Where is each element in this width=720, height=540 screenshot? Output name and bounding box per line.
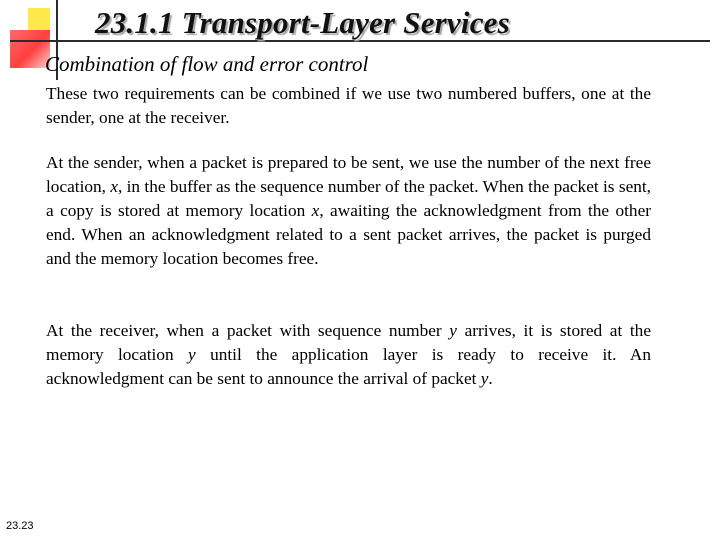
paragraph-text: . xyxy=(488,369,493,388)
paragraph-receiver xyxy=(46,319,651,391)
decorative-yellow-square xyxy=(28,8,50,30)
variable-x: x xyxy=(311,201,320,220)
decorative-red-square xyxy=(10,30,50,68)
paragraph-text: , in the buffer as the sequence number of the packet. When the packet is sent, a copy is stored at memory location xyxy=(46,177,651,220)
paragraph-text: arrives, it is stored at the memory location xyxy=(46,321,651,364)
paragraph-buffers: These two requirements can be combined if we use two numbered buffers, one at the sender, one at the receiver. xyxy=(46,84,651,127)
variable-y: y xyxy=(188,345,196,364)
paragraph-sender xyxy=(46,151,651,271)
slide-number: 23.23 xyxy=(6,520,34,532)
variable-x: x xyxy=(110,177,118,196)
slide-subheading: Combination of flow and error control xyxy=(45,52,369,76)
paragraph-text: At the sender, when a packet is prepared to be sent, we use the number of the next free location, xyxy=(46,153,651,196)
paragraph-text: until the application layer is ready to receive it. An acknowledgment can be sent to announce the arrival of packet xyxy=(46,345,651,388)
variable-y: y xyxy=(449,321,457,340)
variable-y: y xyxy=(480,369,489,388)
slide-title: 23.1.1 Transport-Layer Services xyxy=(95,5,510,40)
paragraph-text: , awaiting the acknowledgment from the other end. When an acknowledgment related to a sent packet arrives, the packet is purged and the memory location becomes free. xyxy=(46,201,651,268)
paragraph-text: At the receiver, when a packet with sequence number xyxy=(46,321,450,340)
